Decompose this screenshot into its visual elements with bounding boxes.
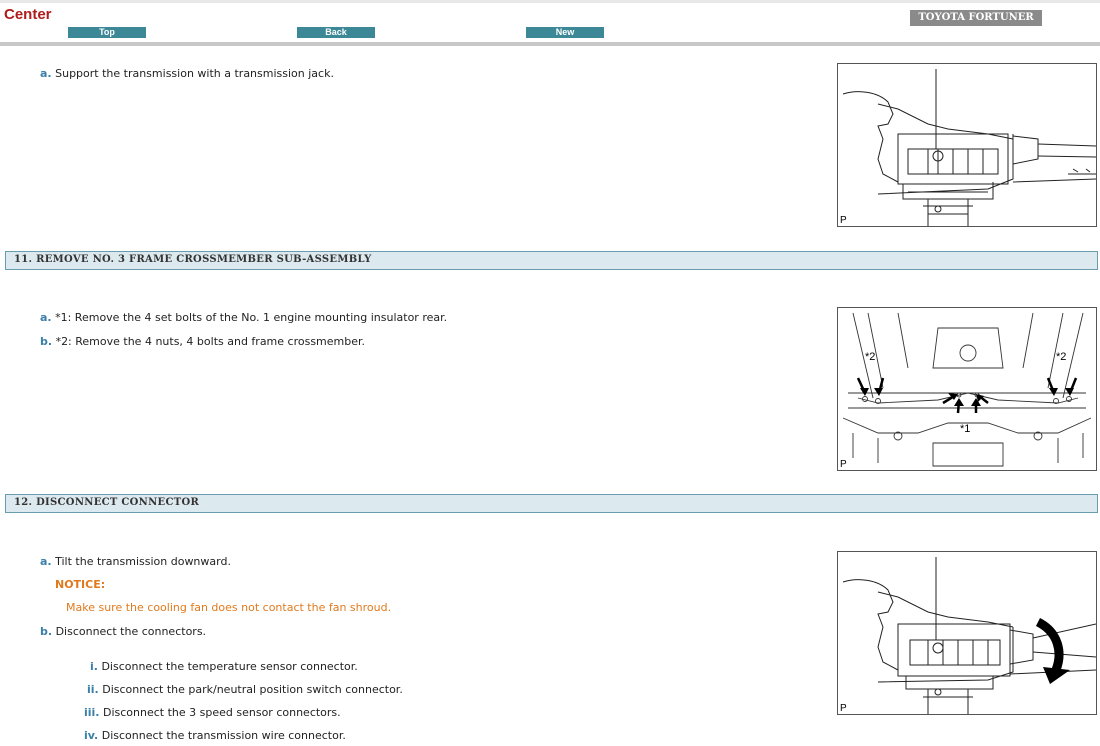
notice-heading: NOTICE:	[55, 578, 106, 591]
step-support-jack	[40, 67, 334, 80]
header-separator	[0, 42, 1100, 46]
section-12-header	[5, 494, 1098, 513]
figure-p-label: P	[840, 703, 847, 714]
step-text: *2: Remove the 4 nuts, 4 bolts and frame crossmember.	[55, 335, 366, 348]
figure-frame-crossmember	[837, 307, 1097, 471]
section-11-title: 11. REMOVE NO. 3 FRAME CROSSMEMBER SUB-ASSEMBLY	[14, 254, 372, 265]
step-text: Support the transmission with a transmission jack.	[55, 67, 334, 80]
substep-text: Disconnect the 3 speed sensor connectors.	[103, 706, 341, 719]
figure-p-label: P	[840, 459, 847, 470]
new-button[interactable]: New	[526, 27, 604, 38]
substep-park-neutral-switch	[87, 683, 403, 696]
step-label: a.	[40, 67, 52, 80]
substep-speed-sensor	[84, 706, 341, 719]
step-label: b.	[40, 625, 53, 638]
substep-text: Disconnect the transmission wire connector.	[101, 729, 346, 742]
step-text: Tilt the transmission downward.	[55, 555, 231, 568]
notice-text: Make sure the cooling fan does not contact the fan shroud.	[66, 601, 392, 614]
brand-title: Center	[4, 6, 52, 23]
substep-label: iii.	[84, 706, 100, 719]
step-label: b.	[40, 335, 53, 348]
step-disconnect-connectors	[40, 625, 206, 638]
figure-p-label: P	[840, 215, 847, 226]
section-12-title: 12. DISCONNECT CONNECTOR	[14, 497, 200, 508]
transmission-jack-illustration	[838, 64, 1096, 226]
step-label: a.	[40, 311, 52, 324]
header-bar	[0, 0, 1100, 46]
step-label: a.	[40, 555, 52, 568]
back-button[interactable]: Back	[297, 27, 375, 38]
section-11-header	[5, 251, 1098, 270]
step-text: Disconnect the connectors.	[55, 625, 207, 638]
header-top-line	[0, 0, 1100, 3]
tilt-arrow-head	[1043, 667, 1070, 684]
step-remove-set-bolts	[40, 311, 447, 324]
substep-text: Disconnect the park/neutral position switch connector.	[102, 683, 403, 696]
tilt-transmission-illustration	[838, 552, 1096, 714]
figure-tilt-transmission	[837, 551, 1097, 715]
top-button[interactable]: Top	[68, 27, 146, 38]
callout-2-left: *2	[865, 351, 876, 363]
tilt-arrow-shaft	[1038, 622, 1059, 670]
step-tilt-transmission	[40, 555, 231, 568]
substep-label: ii.	[87, 683, 99, 696]
substep-label: i.	[90, 660, 98, 673]
step-text: *1: Remove the 4 set bolts of the No. 1 engine mounting insulator rear.	[55, 311, 448, 324]
model-badge: TOYOTA FORTUNER	[910, 10, 1042, 26]
substep-label: iv.	[84, 729, 99, 742]
figure-transmission-jack	[837, 63, 1097, 227]
crossmember-illustration	[838, 308, 1096, 470]
callout-1: *1	[960, 423, 971, 435]
step-remove-nuts-bolts	[40, 335, 365, 348]
substep-text: Disconnect the temperature sensor connector.	[101, 660, 358, 673]
substep-temperature-sensor	[90, 660, 358, 673]
substep-transmission-wire	[84, 729, 346, 742]
callout-2-right: *2	[1056, 351, 1067, 363]
